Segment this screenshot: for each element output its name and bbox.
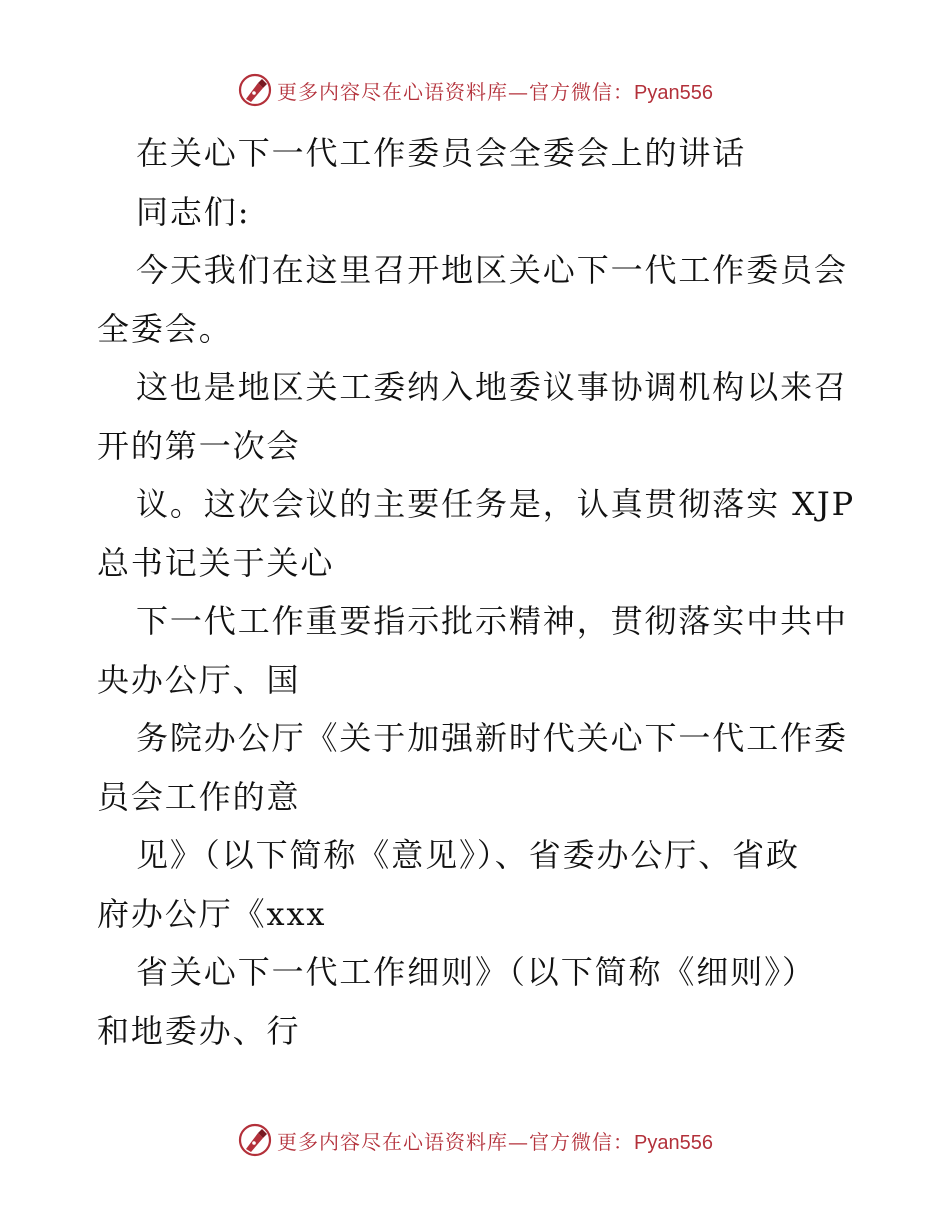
paragraph-line: 总书记关于关心 [97, 543, 335, 582]
paragraph-line: 议。这次会议的主要任务是，认真贯彻落实 XJP [136, 485, 856, 523]
paragraph-line: 员会工作的意 [97, 777, 301, 816]
paragraph-line: 和地委办、行 [97, 1011, 301, 1050]
pen-nib-logo-icon [237, 72, 273, 108]
watermark-text: 更多内容尽在心语资料库—官方微信：Pyan556 [277, 1129, 713, 1154]
watermark-text: 更多内容尽在心语资料库—官方微信：Pyan556 [277, 79, 713, 104]
watermark-wechat-id: Pyan556 [634, 81, 713, 104]
paragraph-line: 央办公厅、国 [97, 660, 301, 699]
paragraph-line: 省关心下一代工作细则》（以下简称《细则》） [136, 953, 816, 991]
watermark-wechat-id: Pyan556 [634, 1131, 713, 1154]
paragraph-line: 见》（以下简称《意见》）、省委办公厅、省政 [136, 836, 800, 874]
paragraph-line: 全委会。 [97, 309, 233, 348]
document-body [97, 124, 857, 1060]
paragraph-line: 府办公厅《xxx [97, 894, 327, 933]
footer-watermark [0, 1120, 950, 1160]
paragraph-line: 下一代工作重要指示批示精神，贯彻落实中共中 [136, 602, 848, 640]
salutation: 同志们: [136, 192, 251, 231]
paragraph-line: 务院办公厅《关于加强新时代关心下一代工作委 [136, 719, 848, 757]
pen-nib-logo-icon [237, 1122, 273, 1158]
document-title: 在关心下一代工作委员会全委会上的讲话 [136, 134, 747, 172]
paragraph-line: 今天我们在这里召开地区关心下一代工作委员会 [136, 251, 848, 289]
header-watermark [0, 70, 950, 110]
paragraph-line: 开的第一次会 [97, 426, 301, 465]
paragraph-line: 这也是地区关工委纳入地委议事协调机构以来召 [136, 368, 848, 406]
